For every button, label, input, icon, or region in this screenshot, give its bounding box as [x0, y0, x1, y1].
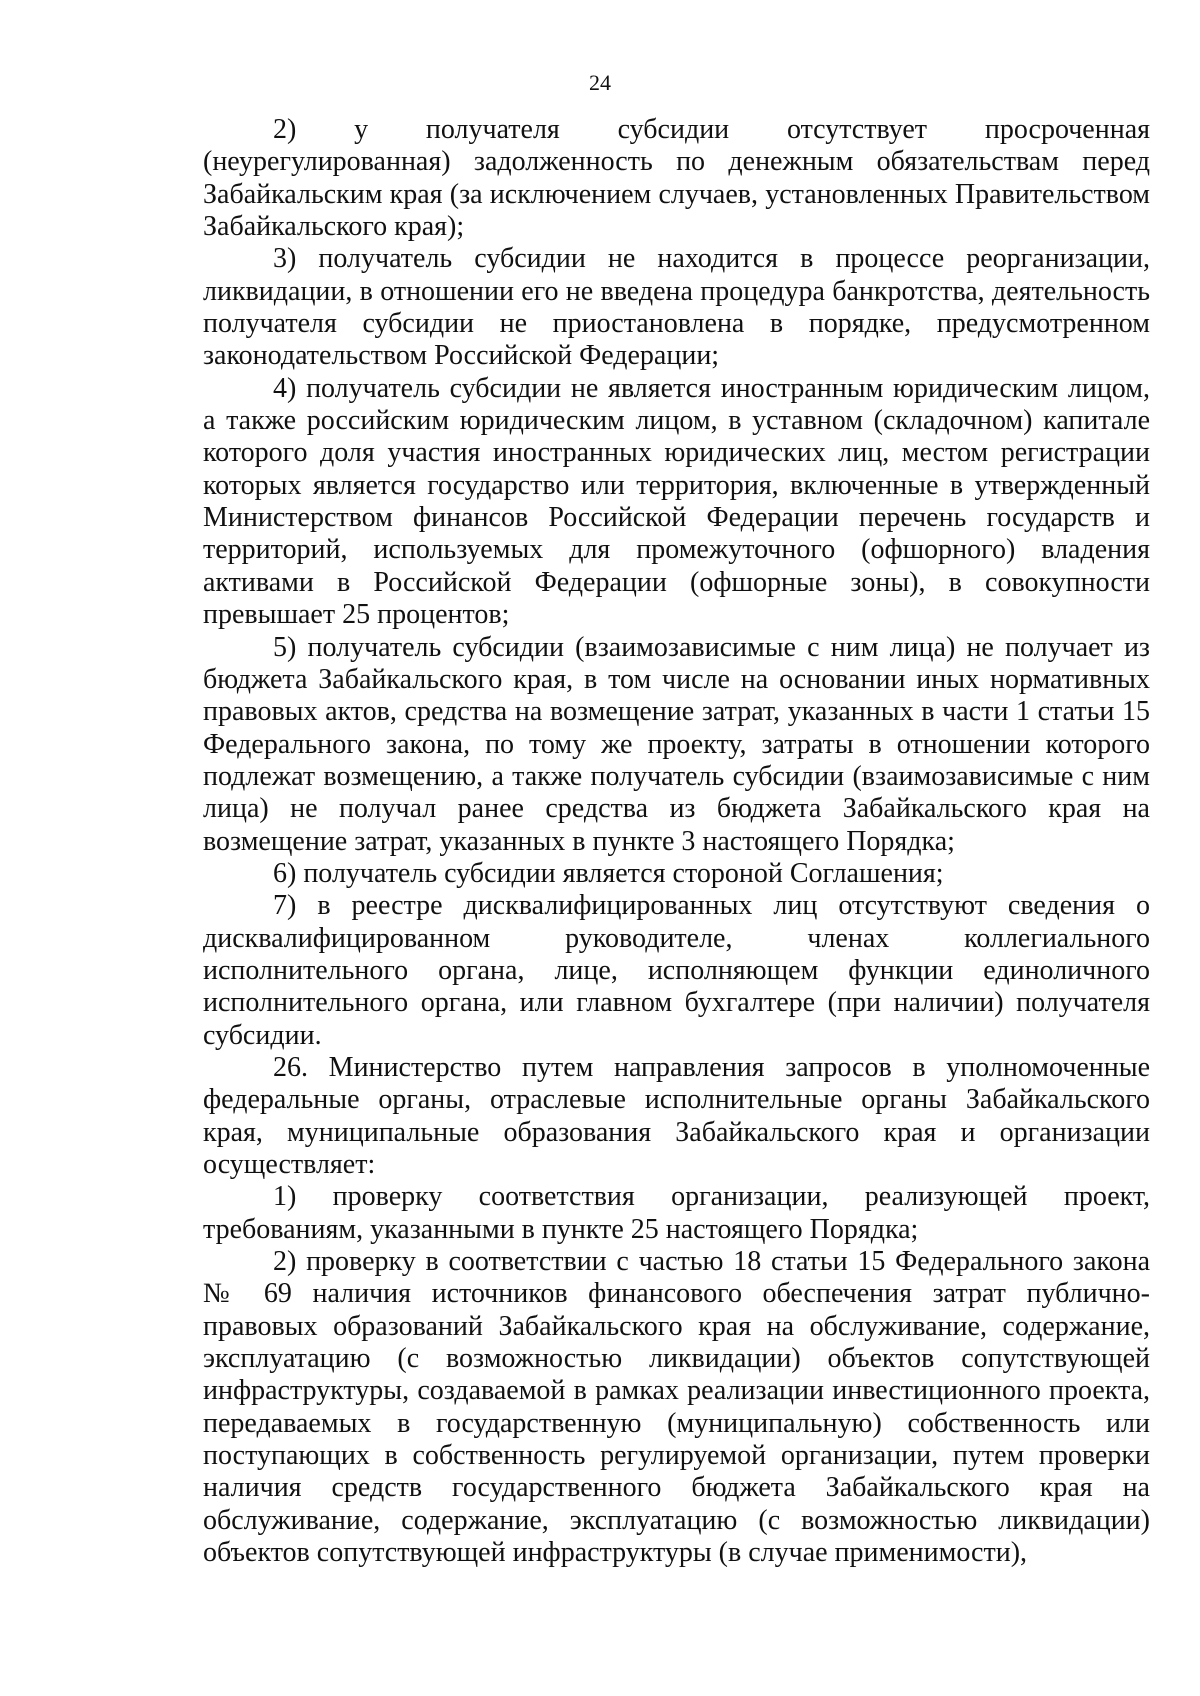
- paragraph-item-4: 4) получатель субсидии не является иностранным юридическим лицом, а также российским юридическим лицом, в уставном (складочном) капитале которого доля участия иностранных юридических лиц, местом регистрации которых является государство или территория, включенные в утвержденный Министерством финансов Российской Федерации перечень государств и территорий, используемых для промежуточного (офшорного) владения активами в Российской Федерации (офшорные зоны), в совокупности превышает 25 процентов;: [203, 372, 1150, 631]
- paragraph-item-3: 3) получатель субсидии не находится в процессе реорганизации, ликвидации, в отношении его не введена процедура банкротства, деятельность получателя субсидии не приостановлена в порядке, предусмотренном законодательством Российской Федерации;: [203, 243, 1150, 372]
- document-body: [203, 114, 1150, 1569]
- paragraph-item-5: 5) получатель субсидии (взаимозависимые с ним лица) не получает из бюджета Забайкальского края, в том числе на основании иных нормативных правовых актов, средства на возмещение затрат, указанных в части 1 статьи 15 Федерального закона, по тому же проекту, затраты в отношении которого подлежат возмещению, а также получатель субсидии (взаимозависимые с ним лица) не получал ранее средства из бюджета Забайкальского края на возмещение затрат, указанных в пункте 3 настоящего Порядка;: [203, 631, 1150, 857]
- paragraph-item-2: 2) у получателя субсидии отсутствует просроченная (неурегулированная) задолженность по денежным обязательствам перед Забайкальским края (за исключением случаев, установленных Правительством Забайкальского края);: [203, 114, 1150, 243]
- paragraph-item-7: 7) в реестре дисквалифицированных лиц отсутствуют сведения о дисквалифицированном руководителе, членах коллегиального исполнительного органа, лице, исполняющем функции единоличного исполнительного органа, или главном бухгалтере (при наличии) получателя субсидии.: [203, 890, 1150, 1051]
- paragraph-clause-26: 26. Министерство путем направления запросов в уполномоченные федеральные органы, отраслевые исполнительные органы Забайкальского края, муниципальные образования Забайкальского края и организации осуществляет:: [203, 1051, 1150, 1180]
- paragraph-item-6: 6) получатель субсидии является стороной Соглашения;: [273, 857, 944, 889]
- paragraph-subitem-1: 1) проверку соответствия организации, реализующей проект, требованиям, указанными в пункте 25 настоящего Порядка;: [203, 1181, 1150, 1245]
- paragraph-subitem-2: 2) проверку в соответствии с частью 18 статьи 15 Федерального закона № 69 наличия источников финансового обеспечения затрат публично-правовых образований Забайкальского края на обслуживание, содержание, эксплуатацию (с возможностью ликвидации) объектов сопутствующей инфраструктуры, создаваемой в рамках реализации инвестиционного проекта, передаваемых в государственную (муниципальную) собственность или поступающих в собственность регулируемой организации, путем проверки наличия средств государственного бюджета Забайкальского края на обслуживание, содержание, эксплуатацию (с возможностью ликвидации) объектов сопутствующей инфраструктуры (в случае применимости),: [203, 1246, 1150, 1569]
- page-number: 24: [589, 70, 611, 95]
